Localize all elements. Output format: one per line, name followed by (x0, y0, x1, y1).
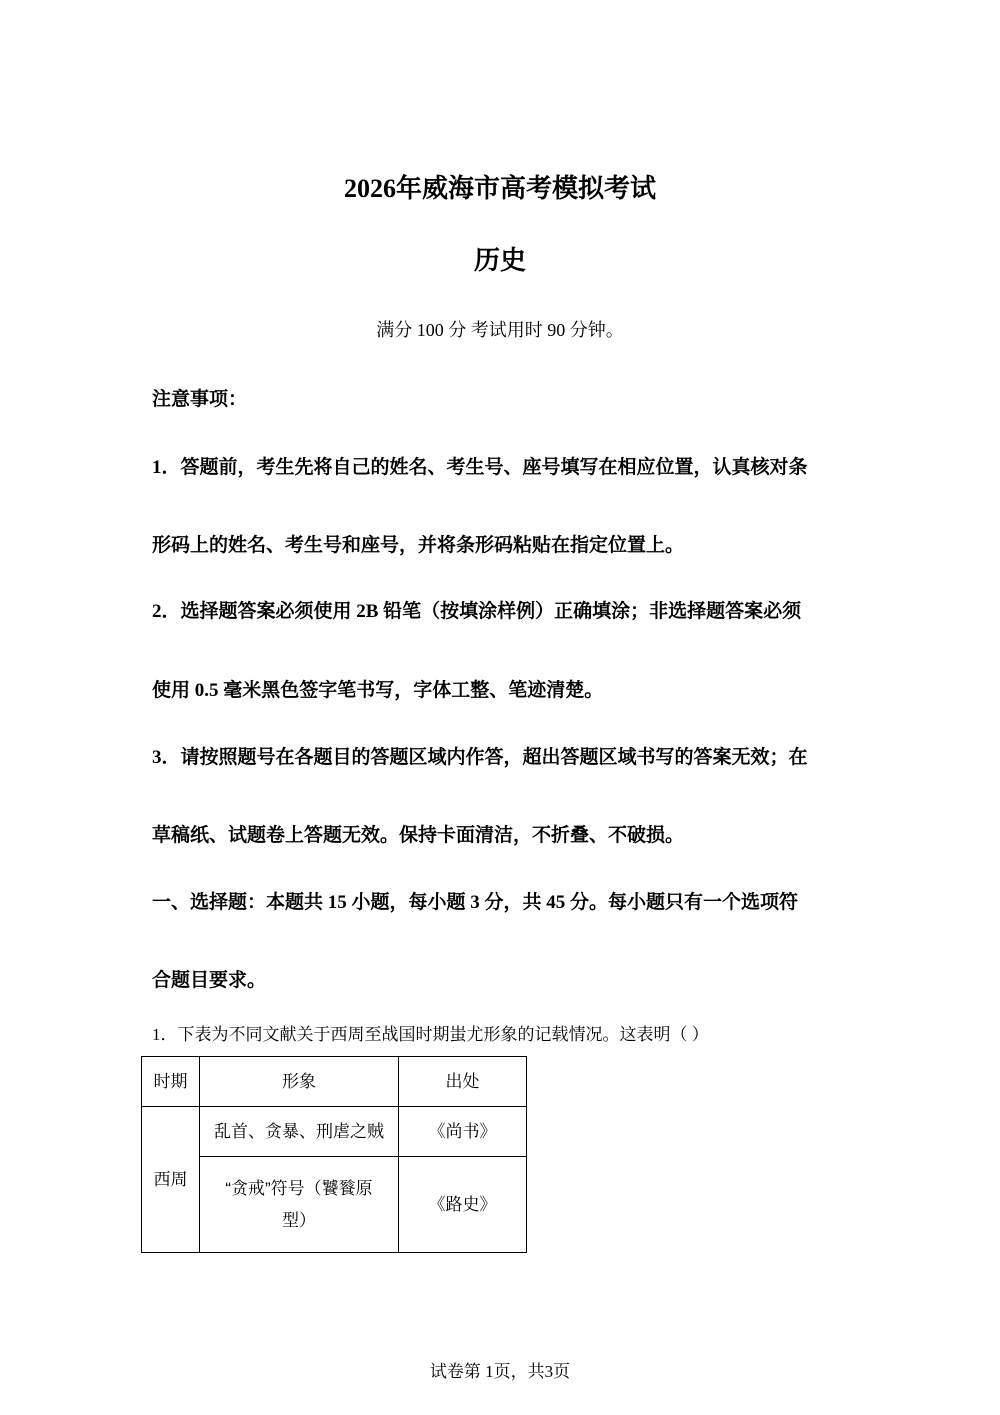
section-heading: 一、选择题：本题共 15 小题，每小题 3 分，共 45 分。每小题只有一个选项符 (152, 892, 799, 913)
period-cell: 西周 (142, 1107, 200, 1253)
exam-title: 2026年威海市高考模拟考试 (343, 174, 656, 203)
question-1-stem: 1．下表为不同文献关于西周至战国时期蚩尤形象的记载情况。这表明（ ） (152, 1025, 709, 1044)
page-footer: 试卷第 1页，共3页 (429, 1362, 571, 1381)
table-row (142, 1107, 527, 1157)
image-cell-line: “贪戒”符号（饕餮原 (225, 1178, 373, 1198)
notes-heading: 注意事项： (152, 389, 248, 410)
image-cell: 乱首、贪暴、刑虐之贼 (200, 1107, 399, 1157)
table-row (142, 1157, 527, 1253)
question-1-table (141, 1056, 527, 1253)
exam-meta: 满分 100 分 考试用时 90 分钟。 (376, 320, 624, 340)
image-cell (200, 1157, 399, 1253)
exam-subject: 历史 (473, 246, 526, 275)
table-header-cell: 出处 (399, 1057, 527, 1107)
source-cell: 《尚书》 (399, 1107, 527, 1157)
table-header-cell: 形象 (200, 1057, 399, 1107)
table-header-row (142, 1057, 527, 1107)
source-cell: 《路史》 (399, 1157, 527, 1253)
notes-line: 草稿纸、试题卷上答题无效。保持卡面清洁，不折叠、不破损。 (152, 825, 685, 846)
notes-line: 使用 0.5 毫米黑色签字笔书写，字体工整、笔迹清楚。 (152, 680, 604, 701)
section-heading-cont: 合题目要求。 (152, 970, 267, 991)
notes-line: 1．答题前，考生先将自己的姓名、考生号、座号填写在相应位置，认真核对条 (152, 457, 808, 478)
notes-line: 2．选择题答案必须使用 2B 铅笔（按填涂样例）正确填涂；非选择题答案必须 (152, 601, 802, 622)
table-header-cell: 时期 (142, 1057, 200, 1107)
image-cell-line: 型） (282, 1210, 316, 1230)
notes-line: 形码上的姓名、考生号和座号，并将条形码粘贴在指定位置上。 (152, 535, 685, 556)
notes-line: 3．请按照题号在各题目的答题区域内作答，超出答题区域书写的答案无效；在 (152, 747, 808, 768)
